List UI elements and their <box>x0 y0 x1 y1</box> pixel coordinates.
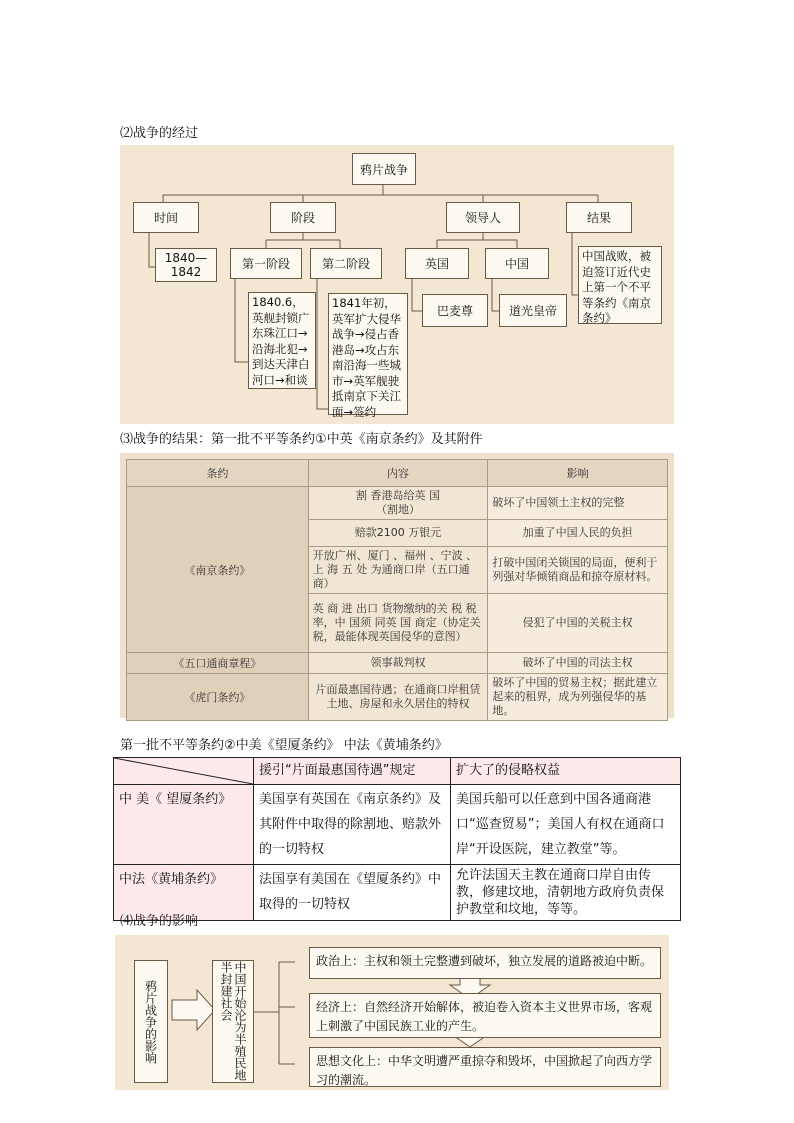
expanded-cell: 美国兵船可以任意到中国各通商港口“巡查贸易”；美国人有权在通商口岸“开设医院，建立教堂”等。 <box>451 785 681 865</box>
treaty-name: 中法《黄埔条约》 <box>114 865 254 921</box>
effect-cell: 打破中国闭关锁国的局面，便利于列强对华倾销商品和掠夺原材料。 <box>488 547 668 594</box>
node-stage: 阶段 <box>270 202 336 233</box>
invoke-cell: 美国享有英国在《南京条约》及其附件中取得的除割地、赔款外的一切特权 <box>254 785 451 865</box>
nanjing-treaty-panel <box>120 453 674 718</box>
table-row <box>127 487 668 520</box>
nanjing-treaty-table <box>126 459 668 721</box>
uk-node: 英国 <box>405 248 469 279</box>
society-box: 中国开始沦为半殖民地半封建社会 <box>212 960 254 1083</box>
effect-cell: 破坏了中国的贸易主权；据此建立起来的租界，成为列强侵华的基地。 <box>488 674 668 721</box>
section3b-heading: 第一批不平等条约②中美《望厦条约》 中法《黄埔条约》 <box>120 738 448 753</box>
effect-cell: 破坏了中国的司法主权 <box>488 653 668 674</box>
header-treaty: 条约 <box>127 460 309 487</box>
node-result: 结果 <box>566 202 632 233</box>
node-leader: 领导人 <box>446 202 520 233</box>
phase2-detail: 1841年初，英军扩大侵华战争→侵占香港岛→攻占东南沿海一些城市→英军舰驶抵南京下关江面→签约 <box>328 293 408 415</box>
table-row <box>114 865 681 921</box>
time-value: 1840—1842 <box>155 248 217 282</box>
header-invoke: 援引“片面最惠国待遇”规定 <box>254 758 451 785</box>
diagonal-line <box>114 758 253 784</box>
content-cell: 领事裁判权 <box>308 653 488 674</box>
table-row <box>127 653 668 674</box>
impact-cultural: 思想文化上：中华文明遭严重掠夺和毁坏，中国掀起了向西方学习的潮流。 <box>309 1047 661 1087</box>
diagonal-header-cell <box>114 758 254 785</box>
impact-political: 政治上：主权和领土完整遭到破坏，独立发展的道路被迫中断。 <box>309 947 661 979</box>
table-header-row <box>114 758 681 785</box>
war-impact-diagram <box>115 935 669 1090</box>
header-content: 内容 <box>308 460 488 487</box>
node-time: 时间 <box>133 202 199 233</box>
section2-heading: ⑵战争的经过 <box>120 126 199 141</box>
content-cell: 赔款2100 万银元 <box>308 520 488 547</box>
header-effect: 影响 <box>488 460 668 487</box>
expanded-cell: 允许法国天主教在通商口岸自由传教，修建坟地，清朝地方政府负责保护教堂和坟地，等等。 <box>451 865 681 921</box>
result-detail: 中国战败，被迫签订近代史上第一个不平等条约《南京条约》 <box>578 246 662 324</box>
impact-economic: 经济上：自然经济开始解体，被迫卷入资本主义世界市场，客观上刺激了中国民族工业的产生。 <box>309 993 661 1038</box>
section4-heading: ⑷战争的影响 <box>120 914 199 929</box>
treaty-name: 《五口通商章程》 <box>127 653 309 674</box>
invoke-cell: 法国享有美国在《望厦条约》中取得的一切特权 <box>254 865 451 921</box>
content-cell: 割 香港岛给英 国 （割地） <box>308 487 488 520</box>
content-cell: 片面最惠国待遇；在通商口岸租赁土地、房屋和永久居住的特权 <box>308 674 488 721</box>
effect-cell: 加重了中国人民的负担 <box>488 520 668 547</box>
effect-cell: 侵犯了中国的关税主权 <box>488 594 668 653</box>
treaty-name: 中 美《 望厦条约》 <box>114 785 254 865</box>
table-row <box>127 674 668 721</box>
content-cell: 开放广州、厦门 、福州 、宁波 、上 海 五 处 为通商口岸（五口通商） <box>308 547 488 594</box>
phase2-node: 第二阶段 <box>310 248 382 279</box>
table-row <box>114 785 681 865</box>
cn-node: 中国 <box>485 248 549 279</box>
root-node: 鸦片战争 <box>352 153 416 185</box>
treaty-name: 《南京条约》 <box>127 487 309 653</box>
cn-leader-node: 道光皇帝 <box>499 294 567 327</box>
effect-cell: 破坏了中国领土主权的完整 <box>488 487 668 520</box>
war-process-diagram <box>120 145 674 424</box>
treaty-name: 《虎门条约》 <box>127 674 309 721</box>
impact-title-box: 鸦片战争的影响 <box>134 960 168 1083</box>
header-expanded: 扩大了的侵略权益 <box>451 758 681 785</box>
table-header-row <box>127 460 668 487</box>
uk-leader-node: 巴麦尊 <box>422 294 488 327</box>
phase1-node: 第一阶段 <box>230 248 302 279</box>
wangxia-huangpu-table <box>113 757 681 921</box>
section3-heading: ⑶战争的结果：第一批不平等条约①中英《南京条约》及其附件 <box>120 432 483 447</box>
content-cell: 英 商 进 出口 货物缴纳的关 税 税率，中 国须 同英 国 商定（协定关税，最能体现英国侵华的意图） <box>308 594 488 653</box>
phase1-detail: 1840.6，英舰封锁广东珠江口→沿海北犯→到达天津白河口→和谈 <box>248 292 316 389</box>
